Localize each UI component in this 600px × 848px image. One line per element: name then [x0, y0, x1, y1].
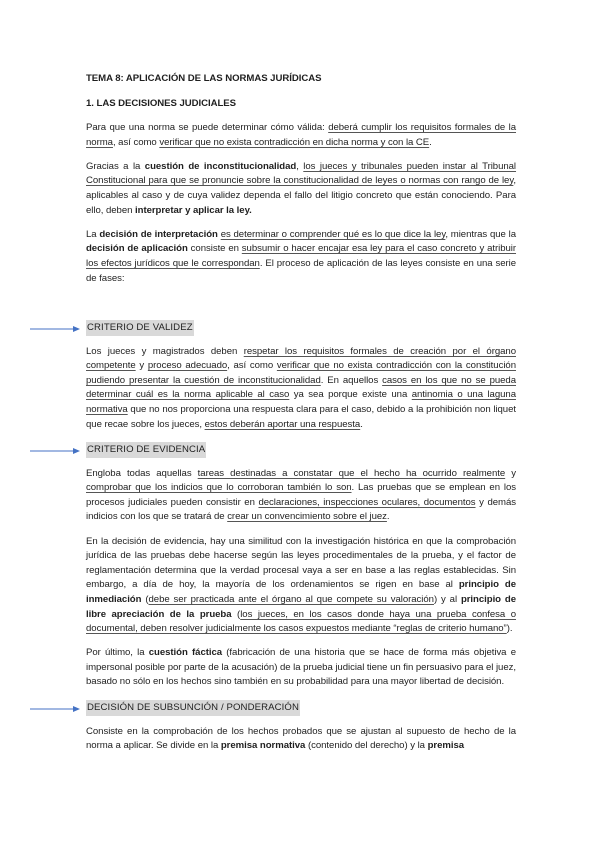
- bold-text: principio de libre apreciación de la prueba: [86, 593, 516, 620]
- bold-text: principio de inmediación: [86, 579, 516, 605]
- underlined-text: verificar que no exista contradicción en dicha norma y con la CE: [159, 136, 430, 148]
- underlined-text: declaraciones, inspecciones oculares, documentos: [258, 496, 476, 508]
- bold-text: premisa: [427, 740, 465, 752]
- underlined-text: debe ser practicada ante el órgano al que compete su valoración: [148, 593, 434, 605]
- text: (contenido del derecho) y la: [305, 740, 428, 752]
- section-heading: CRITERIO DE EVIDENCIA: [86, 442, 206, 458]
- bold-text: decisión de interpretación: [99, 228, 218, 240]
- text: que no nos proporciona una respuesta clara para el caso, debido a la prohibición non liquet que recae sobre los jueces,: [86, 404, 516, 430]
- paragraph-interpretation: [86, 228, 516, 286]
- document-title: TEMA 8: APLICACIÓN DE LAS NORMAS JURÍDICAS: [86, 73, 322, 84]
- underlined-text: es determinar o comprender qué es lo que dice la ley: [220, 228, 446, 240]
- text: Por último, la: [86, 647, 149, 659]
- text: Engloba todas aquellas: [86, 467, 198, 479]
- text: (: [231, 608, 241, 620]
- text: consiste en: [187, 243, 242, 255]
- right-arrow-icon: [30, 448, 80, 454]
- text: ).: [506, 623, 513, 635]
- paragraph-unconstitutionality: [86, 160, 516, 218]
- underlined-text: tareas destinadas a constatar que el hecho ha ocurrido realmente: [197, 467, 506, 479]
- text: , así como: [227, 360, 277, 372]
- text: .: [360, 418, 363, 430]
- underlined-text: estos deberán aportar una respuesta: [204, 418, 361, 430]
- section-decision-subsuncion: [86, 700, 516, 716]
- text: En la decisión de evidencia, hay una similitud con la investigación histórica en que la comprobación jurídica de las pruebas debe hacerse según las leyes procedimentales de la prueba, y el factor de reglamentación determina que la verdad procesal vaya a ser en base a las reglas establecidas. Sin embargo, a día de hoy, la mayoría de los ordenamientos se rigen en base al: [86, 535, 516, 591]
- text: .: [429, 136, 432, 148]
- bold-text: cuestión de inconstitucionalidad: [144, 160, 297, 172]
- text: (fabricación de una historia que se hace de forma más objetiva e impersonal posible por parte de la acusación) de la prueba judicial tiene un fin persuasivo para el juez, basado no sólo en los hechos sino también en su probabilidad para una mayor libertad de decisión.: [86, 647, 516, 688]
- underlined-text: subsumir o hacer encajar esa ley para el caso concreto y atribuir los efectos jurídicos que le correspondan: [86, 243, 517, 269]
- underlined-text: casos en los que no se pueda determinar cuál es la norma aplicable al caso: [86, 374, 516, 401]
- right-arrow-icon: [30, 326, 80, 332]
- text: , aplicables al caso y de cuya validez dependa el fallo del litigio concreto que están conociendo. Para ello, deben: [86, 175, 516, 216]
- text: ) y al: [433, 593, 461, 605]
- text: . En aquellos: [320, 374, 383, 386]
- text: ya sea porque existe una: [289, 389, 412, 401]
- document-subtitle: 1. LAS DECISIONES JUDICIALES: [86, 97, 236, 109]
- paragraph-subsumption: [86, 725, 516, 754]
- text: Gracias a la: [86, 160, 145, 172]
- underlined-text: antinomia o una laguna normativa: [86, 389, 516, 415]
- text: (: [141, 593, 149, 605]
- text: Los jueces y magistrados deben: [86, 345, 244, 357]
- paragraph-evidence-decision: [86, 535, 516, 637]
- underlined-text: comprobar que los indicios que lo corroboran también lo son: [86, 482, 352, 494]
- underlined-text: verificar que no exista contradicción con la constitución pudiendo presentar la cuestión de inconstitucionalidad: [86, 360, 516, 386]
- bold-text: premisa normativa: [220, 740, 306, 752]
- text: y demás indicios con los que se tratará de: [86, 496, 516, 523]
- text: y: [505, 467, 516, 479]
- section-heading: CRITERIO DE VALIDEZ: [86, 320, 194, 336]
- text: ,: [296, 160, 304, 172]
- underlined-text: deberá cumplir los requisitos formales de la norma: [86, 122, 516, 148]
- text: y: [135, 360, 148, 372]
- paragraph-evidence-tasks: [86, 467, 516, 525]
- underlined-text: los jueces, en los casos donde haya una prueba confesa o documental, deben resolver judicialmente los casos expuestos mediante “reglas de criterio humano”: [86, 608, 517, 635]
- section-criterio-evidencia: [86, 442, 516, 458]
- bold-text: decisión de aplicación: [86, 243, 188, 255]
- text: . El proceso de aplicación de las leyes consiste en una serie de fases:: [86, 257, 517, 284]
- text: .: [386, 511, 390, 523]
- text: La: [86, 228, 100, 240]
- text: Para que una norma se puede determinar cómo válida:: [86, 122, 329, 134]
- bold-text: cuestión fáctica: [148, 647, 223, 659]
- document-body: [86, 72, 516, 763]
- spacer: [86, 296, 516, 320]
- section-heading: DECISIÓN DE SUBSUNCIÓN / PONDERACIÓN: [86, 700, 300, 716]
- right-arrow-icon: [30, 706, 80, 712]
- text: , mientras que la: [445, 228, 516, 240]
- underlined-text: crear un convencimiento sobre el juez: [227, 511, 387, 523]
- section-criterio-validez: [86, 320, 516, 336]
- underlined-text: respetar los requisitos formales de creación por el órgano competente: [86, 345, 516, 372]
- paragraph-validity-intro: [86, 121, 516, 150]
- text: . Las pruebas que se emplean en los procesos judiciales pueden consistir en: [86, 482, 516, 508]
- bold-text: interpretar y aplicar la ley.: [135, 204, 252, 216]
- paragraph-validity-criteria: [86, 345, 516, 433]
- text: Consiste en la comprobación de los hechos probados que se ajustan al supuesto de hecho de la norma a aplicar. Se divide en la: [86, 725, 516, 752]
- underlined-text: proceso adecuado: [147, 360, 228, 372]
- text: , así como: [112, 136, 160, 148]
- paragraph-factual-question: [86, 646, 516, 690]
- underlined-text: los jueces y tribunales pueden instar al Tribunal Constitucional para que se pronuncie sobre la constitucionalidad de leyes o normas con rango de ley: [86, 160, 517, 187]
